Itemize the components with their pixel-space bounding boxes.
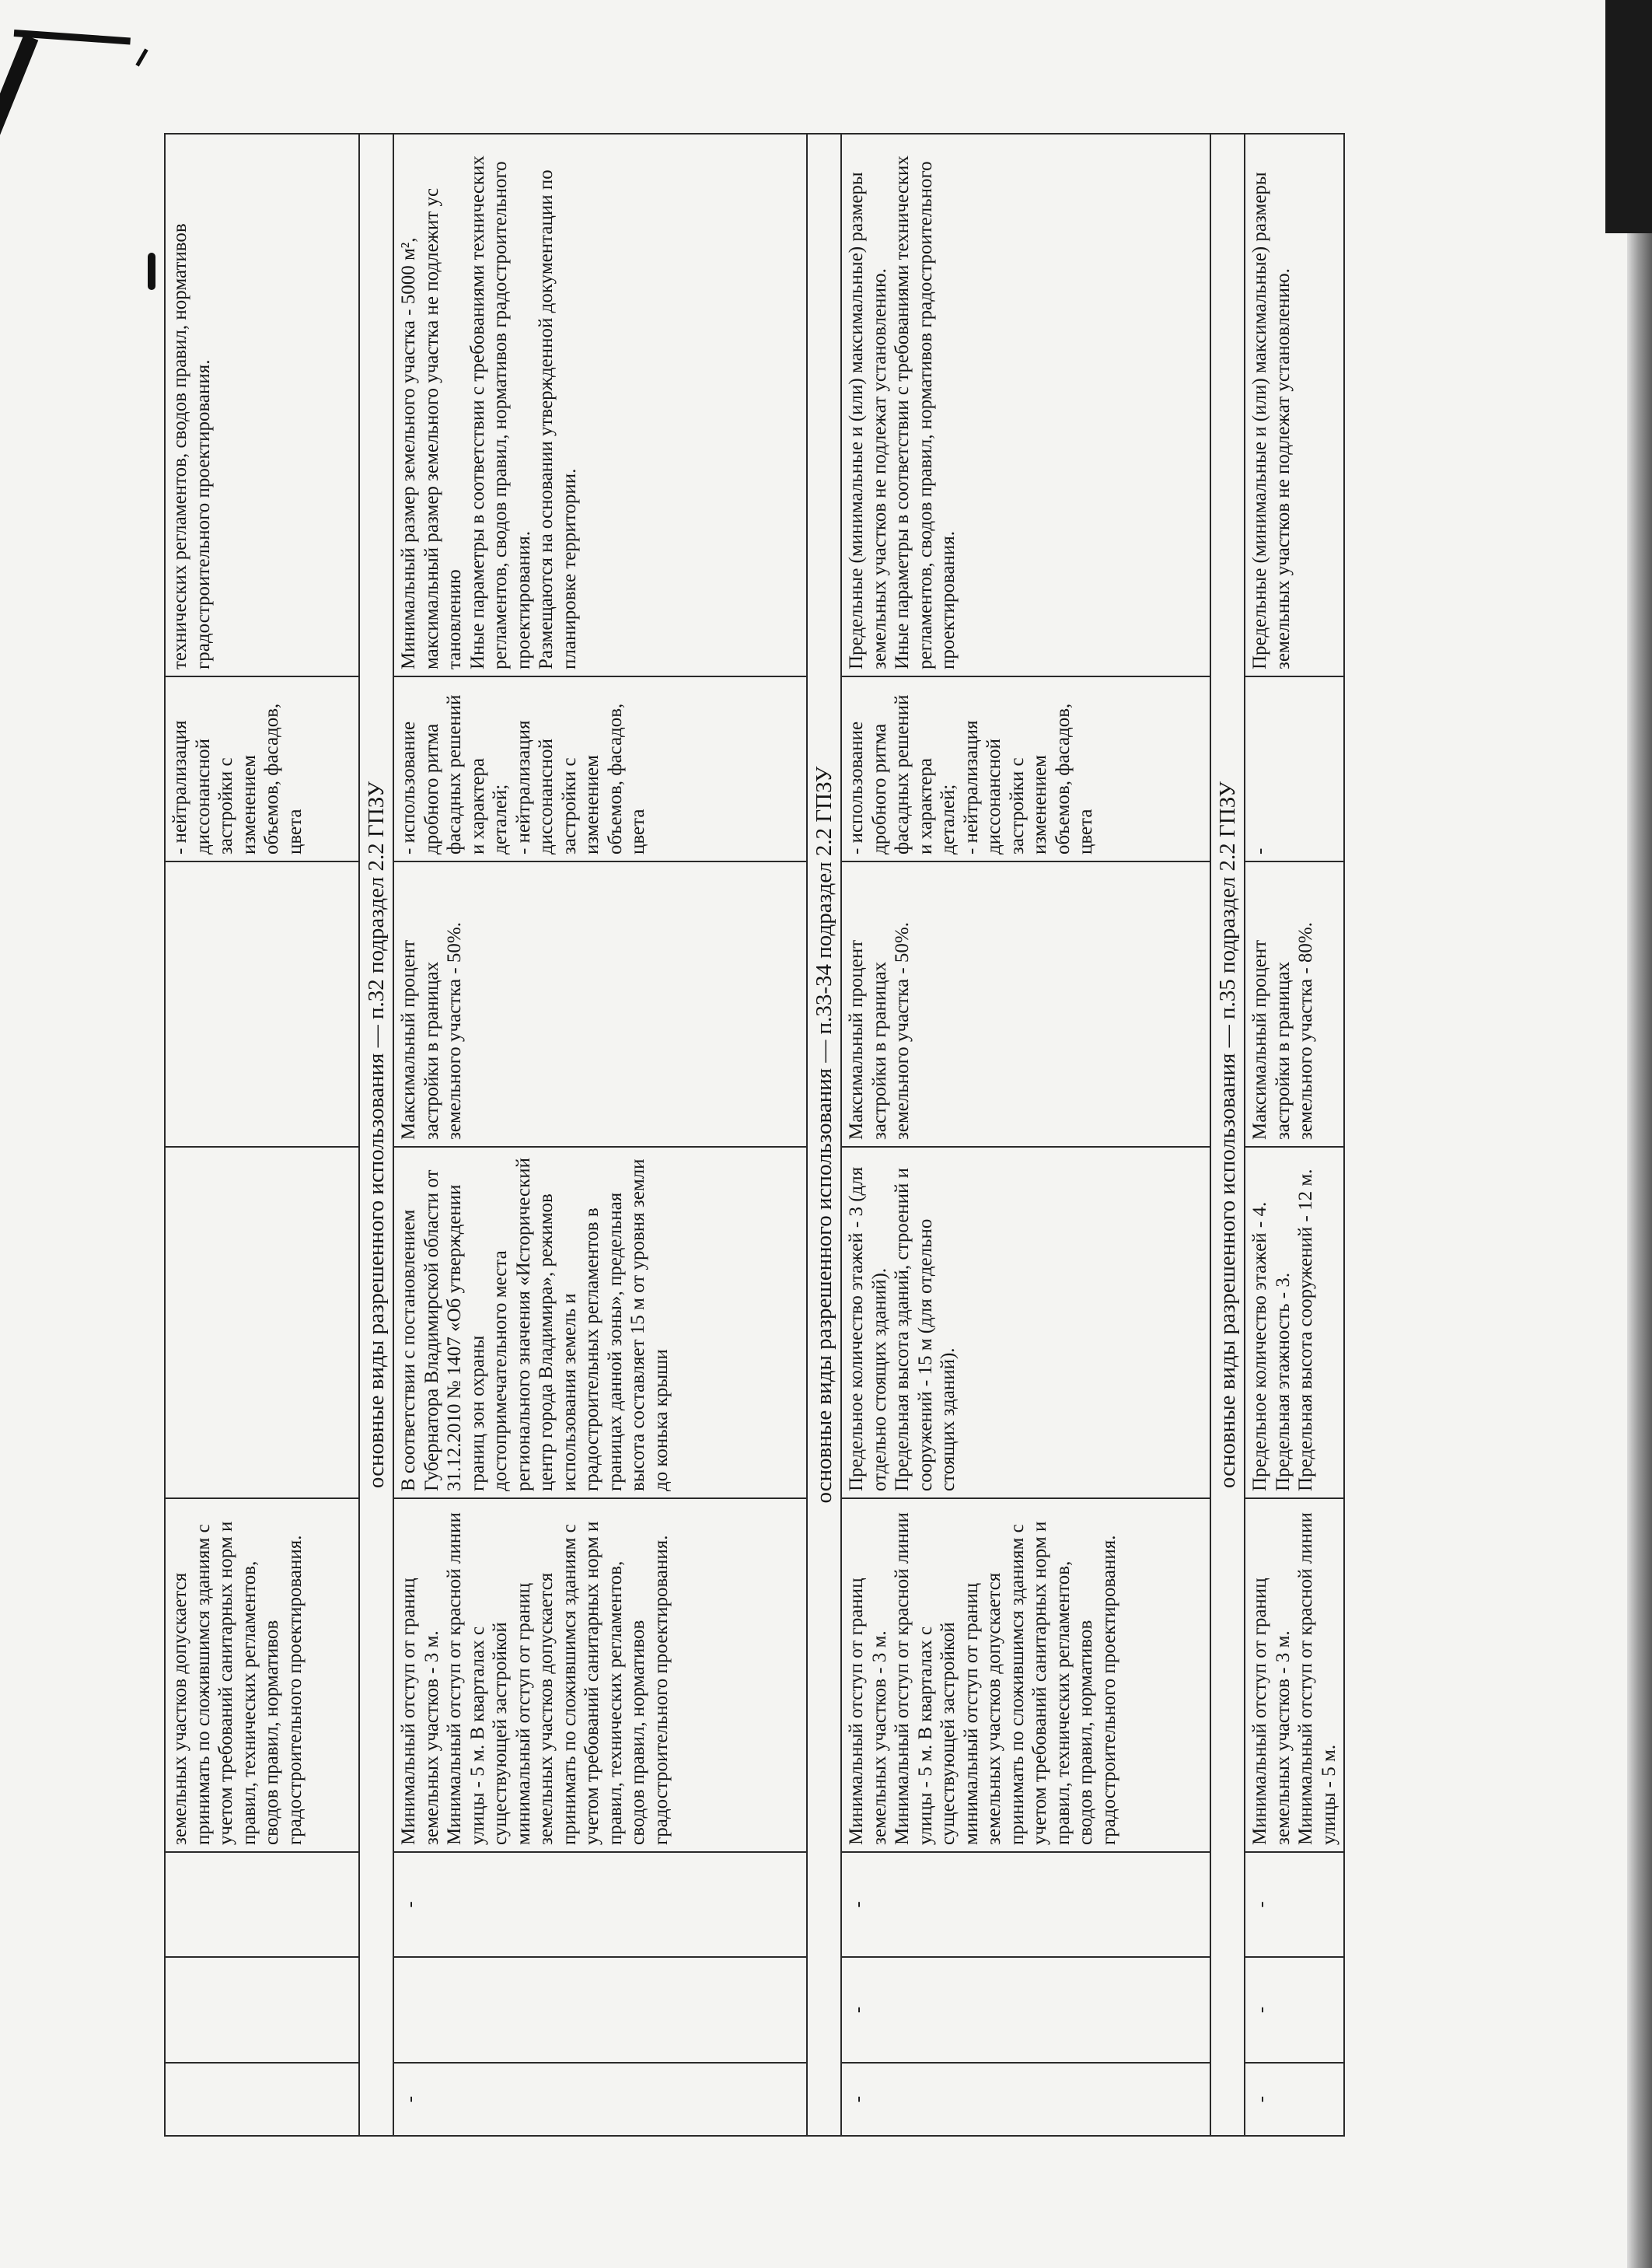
section-heading: основные виды разрешенного использования — п.33-34 подраздел 2.2 ГПЗУ (807, 134, 841, 2136)
table-cell: Предельное количество этажей - 3 (для отдельно стоящих зданий). Предельная высота зданий, строений и сооружений - 15 м (для отдельно стоящих зданий). (841, 1147, 1210, 1498)
table-cell: - использование дробного ритма фасадных решений и характера деталей; - нейтрализация диссонансной застройки с изменением объемов, фасадов, цвета (393, 676, 807, 861)
scan-edge (1605, 0, 1652, 233)
table-row (807, 134, 841, 2136)
table-cell (165, 2063, 359, 2136)
scan-mark (135, 48, 148, 66)
table-cell (165, 861, 359, 1147)
scan-mark (148, 253, 155, 290)
table-cell: Максимальный процент застройки в границах земельного участка - 80%. (1245, 861, 1344, 1147)
table-cell: - (1245, 1852, 1344, 1957)
table-cell: Минимальный отступ от границ земельных участков - 3 м. Минимальный отступ от красной линии улицы - 5 м. (1245, 1498, 1344, 1852)
table-cell: - (393, 2063, 807, 2136)
table-cell: земельных участков допускается принимать по сложившимся зданиям с учетом требований санитарных норм и правил, технических регламентов, сводов правил, нормативов градостроительного проектирования. (165, 1498, 359, 1852)
table-row (1210, 134, 1245, 2136)
table-cell: - (841, 1957, 1210, 2063)
table-cell (165, 1957, 359, 2063)
table-row (393, 134, 807, 2136)
table-cell: Минимальный отступ от границ земельных участков - 3 м. Минимальный отступ от красной линии улицы - 5 м. В кварталах с существующей застройкой минимальный отступ от границ земельных участков допускается принимать по сложившимся зданиям с учетом требований санитарных норм и правил, технических регламентов, сводов правил, нормативов градостроительного проектирования. (393, 1498, 807, 1852)
table-cell: В соответствии с постановлением Губернатора Владимирской области от 31.12.2010 № 1407 «Об утверждении границ зон охраны достопримечательного места регионального значения «Исторический центр города Владимира», режимов использования земель и градостроительных регламентов в границах данной зоны», предельная высота составляет 15 м от уровня земли до конька крыши (393, 1147, 807, 1498)
table-row (359, 134, 393, 2136)
regulations-table (164, 133, 1345, 2137)
section-heading: основные виды разрешенного использования — п.32 подраздел 2.2 ГПЗУ (359, 134, 393, 2136)
table-cell (165, 1147, 359, 1498)
table-cell: - использование дробного ритма фасадных решений и характера деталей; - нейтрализация диссонансной застройки с изменением объемов, фасадов, цвета (841, 676, 1210, 861)
table-row (165, 134, 359, 2136)
table-cell: Предельные (минимальные и (или) максимальные) размеры земельных участков не подлежат установлению. Иные параметры в соответствии с требованиями технических регламентов, сводов правил, нормативов градостроительного проектирования. (841, 134, 1210, 676)
table-cell: Максимальный процент застройки в границах земельного участка - 50%. (841, 861, 1210, 1147)
table-cell: Минимальный размер земельного участка - 5000 м², максимальный размер земельного участка не подлежит ус тановлению Иные параметры в соответствии с требованиями технических регламентов, сводов правил, нормативов градостроительного проектирования. Размещаются на основании утвержденной документации по планировке территории. (393, 134, 807, 676)
section-heading: основные виды разрешенного использования — п.35 подраздел 2.2 ГПЗУ (1210, 134, 1245, 2136)
scan-mark (0, 34, 38, 149)
table-cell: - (841, 2063, 1210, 2136)
rotated-page (164, 135, 1339, 2137)
scan-edge (1627, 0, 1652, 2268)
table-cell: Максимальный процент застройки в границах земельного участка - 50%. (393, 861, 807, 1147)
table-cell: технических регламентов, сводов правил, нормативов градостроительного проектирования. (165, 134, 359, 676)
table-row (1245, 134, 1344, 2136)
table-cell (165, 1852, 359, 1957)
table-cell: - (1245, 676, 1344, 861)
table-cell: - нейтрализация диссонансной застройки с изменением объемов, фасадов, цвета (165, 676, 359, 861)
table-cell: Предельное количество этажей - 4. Предельная этажность - 3. Предельная высота сооружений - 12 м. (1245, 1147, 1344, 1498)
table-cell: - (1245, 1957, 1344, 2063)
table-cell (393, 1957, 807, 2063)
table-cell: Предельные (минимальные и (или) максимальные) размеры земельных участков не подлежат установлению. (1245, 134, 1344, 676)
table-row (841, 134, 1210, 2136)
table-cell: - (393, 1852, 807, 1957)
table-cell: - (841, 1852, 1210, 1957)
table-cell: - (1245, 2063, 1344, 2136)
table-cell: Минимальный отступ от границ земельных участков - 3 м. Минимальный отступ от красной линии улицы - 5 м. В кварталах с существующей застройкой минимальный отступ от границ земельных участков допускается принимать по сложившимся зданиям с учетом требований санитарных норм и правил, технических регламентов, сводов правил, нормативов градостроительного проектирования. (841, 1498, 1210, 1852)
